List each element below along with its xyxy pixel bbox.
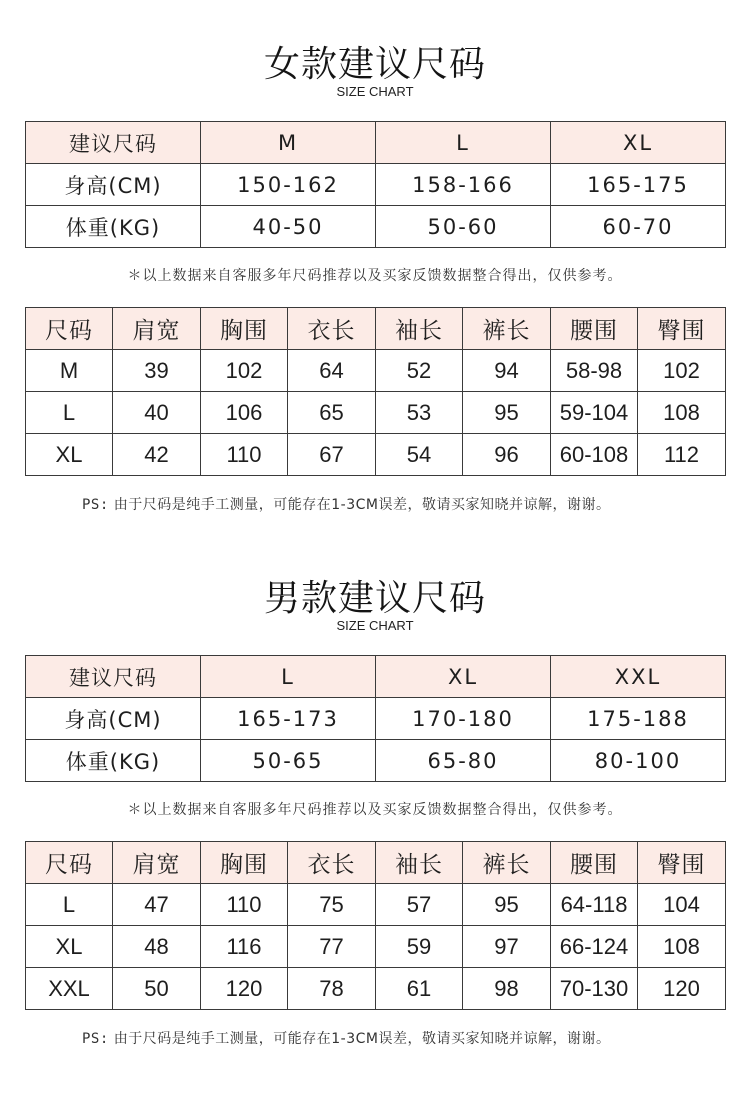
size-cell: L	[26, 884, 113, 926]
table-header-row	[26, 842, 726, 884]
table-cell: 108	[638, 392, 726, 434]
women-ps-note	[82, 494, 610, 514]
table-cell: 96	[463, 434, 551, 476]
table-cell: 110	[201, 434, 288, 476]
header-cell: 建议尺码	[26, 122, 201, 164]
table-cell: 61	[376, 968, 463, 1010]
table-row	[26, 350, 726, 392]
header-cell: 臀围	[638, 308, 726, 350]
table-cell: 59-104	[551, 392, 638, 434]
table-cell: 64	[288, 350, 376, 392]
men-disclaimer-note: ＊以上数据来自客服多年尺码推荐以及买家反馈数据整合得出，仅供参考。	[127, 802, 623, 818]
table-row	[26, 392, 726, 434]
size-cell: XL	[26, 434, 113, 476]
table-cell: 47	[113, 884, 201, 926]
table-cell: 39	[113, 350, 201, 392]
table-cell: 58-98	[551, 350, 638, 392]
table-cell: 108	[638, 926, 726, 968]
table-cell: 94	[463, 350, 551, 392]
table-cell: 65-80	[376, 740, 551, 782]
header-cell: 肩宽	[113, 842, 201, 884]
women-size-title: 女款建议尺码	[263, 44, 486, 85]
header-cell: L	[201, 656, 376, 698]
table-cell: 97	[463, 926, 551, 968]
header-cell: 尺码	[26, 842, 113, 884]
header-cell: XXL	[551, 656, 726, 698]
table-cell: 158-166	[376, 164, 551, 206]
table-cell: 50-60	[376, 206, 551, 248]
table-cell: 104	[638, 884, 726, 926]
table-cell: 60-108	[551, 434, 638, 476]
ps-label: PS:	[82, 497, 109, 513]
table-cell: 50-65	[201, 740, 376, 782]
row-label: 体重(KG)	[26, 206, 201, 248]
table-row	[26, 206, 726, 248]
header-cell: 袖长	[376, 308, 463, 350]
table-row	[26, 740, 726, 782]
header-cell: 腰围	[551, 842, 638, 884]
header-cell: 衣长	[288, 842, 376, 884]
header-cell: 胸围	[201, 842, 288, 884]
table-cell: 102	[638, 350, 726, 392]
table-header-row	[26, 122, 726, 164]
table-cell: 66-124	[551, 926, 638, 968]
header-cell: M	[201, 122, 376, 164]
men-ps-note	[82, 1028, 610, 1048]
ps-label: PS:	[82, 1031, 109, 1047]
row-label: 体重(KG)	[26, 740, 201, 782]
row-label: 身高(CM)	[26, 164, 201, 206]
header-cell: 衣长	[288, 308, 376, 350]
table-cell: 57	[376, 884, 463, 926]
table-header-row	[26, 308, 726, 350]
table-cell: 59	[376, 926, 463, 968]
men-size-subtitle: SIZE CHART	[336, 618, 414, 633]
header-cell: 裤长	[463, 308, 551, 350]
table-cell: 60-70	[551, 206, 726, 248]
ps-text: 由于尺码是纯手工测量，可能存在1-3CM误差，敬请买家知晓并谅解，谢谢。	[113, 497, 611, 513]
table-row	[26, 698, 726, 740]
header-cell: XL	[551, 122, 726, 164]
table-cell: 65	[288, 392, 376, 434]
table-cell: 80-100	[551, 740, 726, 782]
table-cell: 175-188	[551, 698, 726, 740]
table-cell: 50	[113, 968, 201, 1010]
table-cell: 70-130	[551, 968, 638, 1010]
size-cell: M	[26, 350, 113, 392]
table-cell: 75	[288, 884, 376, 926]
table-cell: 52	[376, 350, 463, 392]
table-cell: 67	[288, 434, 376, 476]
table-cell: 165-173	[201, 698, 376, 740]
men-measurement-table	[25, 841, 726, 1010]
table-header-row	[26, 656, 726, 698]
table-cell: 48	[113, 926, 201, 968]
table-cell: 170-180	[376, 698, 551, 740]
table-cell: 165-175	[551, 164, 726, 206]
table-cell: 110	[201, 884, 288, 926]
size-cell: XXL	[26, 968, 113, 1010]
size-cell: L	[26, 392, 113, 434]
size-cell: XL	[26, 926, 113, 968]
table-cell: 53	[376, 392, 463, 434]
header-cell: 尺码	[26, 308, 113, 350]
header-cell: L	[376, 122, 551, 164]
men-recommend-table	[25, 655, 726, 782]
table-cell: 98	[463, 968, 551, 1010]
table-row	[26, 884, 726, 926]
header-cell: XL	[376, 656, 551, 698]
women-size-subtitle: SIZE CHART	[336, 84, 414, 99]
table-cell: 150-162	[201, 164, 376, 206]
table-cell: 95	[463, 392, 551, 434]
table-cell: 120	[201, 968, 288, 1010]
table-row	[26, 434, 726, 476]
table-cell: 95	[463, 884, 551, 926]
header-cell: 肩宽	[113, 308, 201, 350]
women-disclaimer-note: ＊以上数据来自客服多年尺码推荐以及买家反馈数据整合得出，仅供参考。	[127, 268, 623, 284]
header-cell: 臀围	[638, 842, 726, 884]
table-cell: 112	[638, 434, 726, 476]
header-cell: 腰围	[551, 308, 638, 350]
table-cell: 106	[201, 392, 288, 434]
table-cell: 42	[113, 434, 201, 476]
header-cell: 袖长	[376, 842, 463, 884]
ps-text: 由于尺码是纯手工测量，可能存在1-3CM误差，敬请买家知晓并谅解，谢谢。	[113, 1031, 611, 1047]
men-size-title: 男款建议尺码	[263, 578, 486, 619]
row-label: 身高(CM)	[26, 698, 201, 740]
table-cell: 64-118	[551, 884, 638, 926]
header-cell: 胸围	[201, 308, 288, 350]
women-measurement-table	[25, 307, 726, 476]
table-cell: 78	[288, 968, 376, 1010]
table-cell: 102	[201, 350, 288, 392]
table-cell: 77	[288, 926, 376, 968]
table-cell: 54	[376, 434, 463, 476]
table-row	[26, 926, 726, 968]
table-row	[26, 968, 726, 1010]
table-row	[26, 164, 726, 206]
header-cell: 建议尺码	[26, 656, 201, 698]
table-cell: 116	[201, 926, 288, 968]
women-recommend-table	[25, 121, 726, 248]
header-cell: 裤长	[463, 842, 551, 884]
table-cell: 40	[113, 392, 201, 434]
table-cell: 40-50	[201, 206, 376, 248]
table-cell: 120	[638, 968, 726, 1010]
